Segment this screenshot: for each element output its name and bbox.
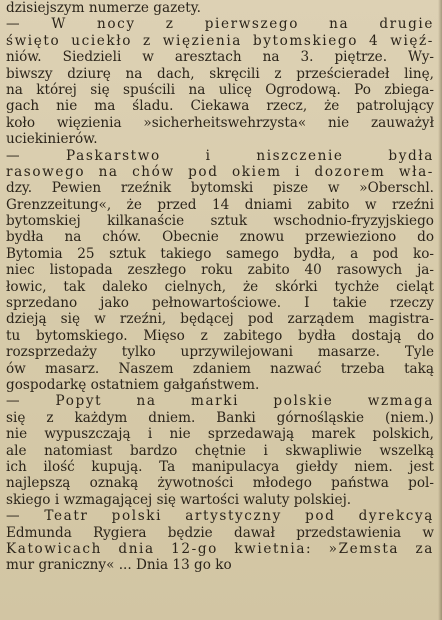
article-column xyxy=(6,0,434,574)
text-line: gach nie ma śladu. Ciekawa rzecz, że patrolujący xyxy=(6,98,434,115)
text-line: gospodarkę ostatniem gałgaństwem. xyxy=(6,376,260,393)
text-line: dzy. Pewien rzeźnik bytomski pisze w »Oberschl. xyxy=(6,180,434,197)
news-item-theatre-heading: — Teatr polski artystyczny pod dyrekcyą xyxy=(6,508,434,525)
text-line: rasowego na chów pod okiem i dozorem wła- xyxy=(6,163,434,180)
text-line: rozsprzedaży tylko uprzywilejowani masarze. Tyle xyxy=(6,344,434,361)
text-line: Grenzzeitung«, że przed 14 dniami zabito w rzeźni xyxy=(6,196,434,213)
text-line: nie wypuszczają i nie sprzedawają marek polskich, xyxy=(6,426,434,443)
text-line: ów masarz. Naszem zdaniem nazwać trzeba taką xyxy=(6,360,434,377)
text-line: się z każdym dniem. Banki górnośląskie (niem.) xyxy=(6,409,434,426)
text-line: tu bytomskiego. Mięso z zabitego bydła dostają do xyxy=(6,327,434,344)
news-item-marks-heading: — Popyt na marki polskie wzmaga xyxy=(6,393,434,410)
text-line: łowic, tak daleko cielnych, że skórki tychże cieląt xyxy=(6,278,434,295)
text-line: święto uciekło z więzienia bytomskiego 4 więź- xyxy=(6,32,434,49)
text-line: ich ilość kupują. Ta manipulacya giełdy niem. jest xyxy=(6,458,434,475)
text-line: Katowicach dnia 12-go kwietnia: »Zemsta za xyxy=(6,540,434,557)
text-line: Bytomia 25 sztuk takiego samego bydła, a pod ko- xyxy=(6,245,434,262)
text-line: na której się spuścili na ulicę Ogrodową. Po zbiega- xyxy=(6,81,434,98)
text-line: koło więzienia »sicherheitswehrzysta« nie zauważył xyxy=(6,114,434,131)
text-line: niec listopada zeszłego roku zabito 40 rasowych ja- xyxy=(6,262,434,279)
text-line-cut: mur graniczny« ... Dnia 13 go ko xyxy=(6,557,232,574)
text-line: bydła na chów. Obecnie znowu przewieziono do xyxy=(6,229,434,246)
text-line: najlepszą oznaką żywotności młodego państwa pol- xyxy=(6,475,434,492)
news-item-cattle-heading: — Paskarstwo i niszczenie bydła xyxy=(6,147,434,164)
text-line-1: dzisiejszym numerze gazety. xyxy=(6,0,201,16)
text-line: bytomskiej kilkanaście sztuk wschodnio-fryzyjskiego xyxy=(6,213,434,230)
text-line: uciekinierów. xyxy=(6,131,98,148)
page-edge-shadow xyxy=(438,0,442,620)
text-line: biwszy dziurę na dach, skręcili z prześcieradeł linę, xyxy=(6,65,434,82)
text-line: dzieją się w rzeźni, będącej pod zarządem magistra- xyxy=(6,311,434,328)
news-item-escape-heading: — W nocy z pierwszego na drugie xyxy=(6,16,434,33)
text-line: skiego i wzmagającej się wartości waluty polskiej. xyxy=(6,491,352,508)
text-line: niów. Siedzieli w aresztach na 3. piętrze. Wy- xyxy=(6,49,434,66)
text-line: Edmunda Rygiera będzie dawał przedstawienia w xyxy=(6,524,434,541)
text-line: ale natomiast bardzo chętnie i skwapliwie wszelką xyxy=(6,442,434,459)
text-line: sprzedano jako pełnowartościowe. I takie rzeczy xyxy=(6,295,434,312)
